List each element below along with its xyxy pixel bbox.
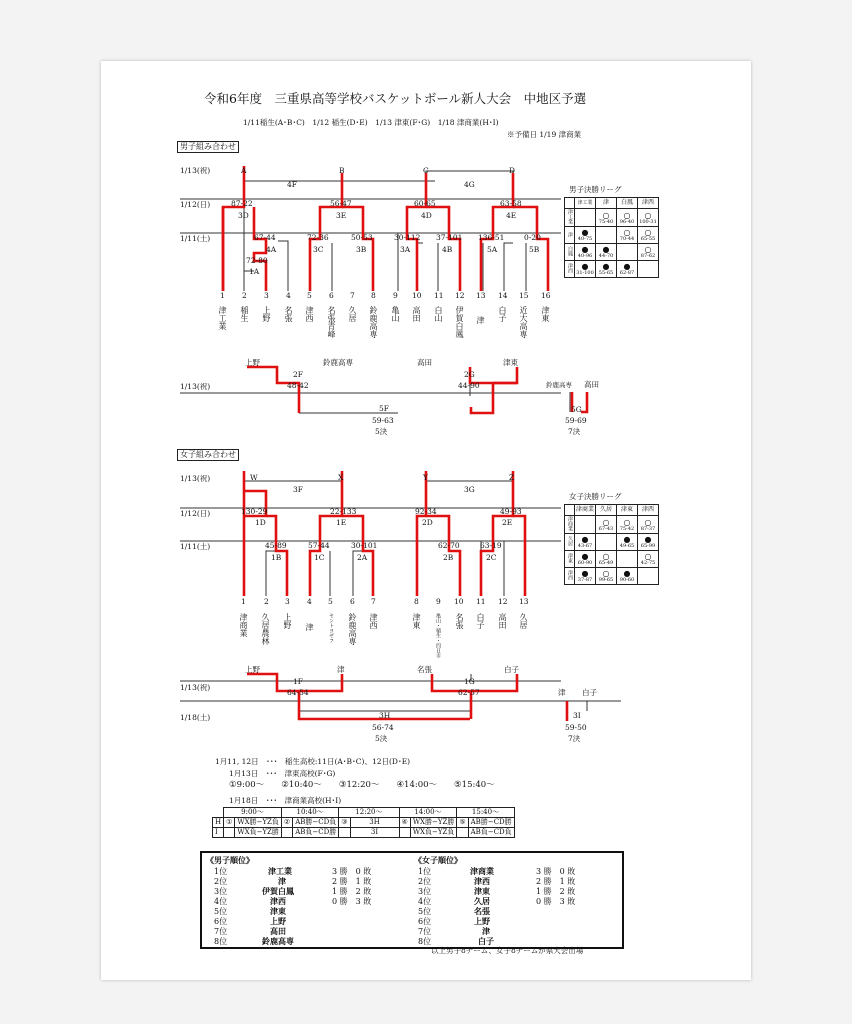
girls-date-1: 1/13(祝) (180, 474, 211, 483)
boys-game-2F: 2F (293, 370, 303, 379)
boys-league-title: 男子決勝リーグ (569, 185, 622, 194)
boys-7th-team-a: 鈴鹿高専 (546, 381, 572, 389)
boys-team-no: 6 (329, 291, 334, 300)
sched-match: AB負−CD負 (468, 828, 514, 838)
reserve-day-line: ※予備日 1/19 津商業 (507, 130, 582, 139)
girls-rank-team: 津西 (474, 876, 490, 886)
league-cell: ○ 96-40 (617, 209, 638, 227)
league-col-header: 津 (596, 198, 617, 209)
girls-rank-team: 津 (482, 926, 490, 936)
boys-date-3: 1/11(土) (180, 234, 211, 243)
girls-score-2D: 92-34 (415, 507, 437, 516)
league-col-header: 津工業 (575, 198, 596, 209)
girls-rank-place: 3位 (418, 887, 432, 896)
boys-team-name: 稲生 (240, 306, 249, 322)
boys-rank-team: 津西 (270, 896, 286, 906)
girls-score-2E: 49-93 (500, 507, 522, 516)
league-cell: ● 44-70 (596, 244, 617, 261)
sched-match: 3H (350, 818, 399, 828)
girls-block-Z: Z (509, 473, 515, 482)
girls-game-2E: 2E (502, 518, 513, 527)
boys-rank-record: 0 勝 3 敗 (332, 897, 372, 906)
boys-team-name: 久居 (348, 306, 357, 322)
sched-match: WX勝−YZ勝 (410, 818, 457, 828)
girls-score-2B: 62-70 (438, 541, 460, 550)
boys-team-no: 12 (455, 291, 465, 300)
sched-slot: ⑤ (457, 818, 468, 828)
league-corner (565, 198, 575, 209)
boys-score-5G: 59-69 (565, 416, 587, 425)
league-cell: ○ 87-62 (638, 244, 659, 261)
league-corner (565, 505, 575, 516)
sched-match: 3I (350, 828, 399, 838)
boys-game-4E: 4E (506, 211, 517, 220)
girls-date-4: 1/13(祝) (180, 683, 211, 692)
boys-team-name: 津工業 (218, 306, 227, 330)
girls-place-left1: 上野 (245, 665, 260, 674)
league-col-header: 白鳳 (617, 198, 638, 209)
girls-team-no: 13 (519, 597, 529, 606)
boys-score-4E: 63-58 (500, 199, 522, 208)
league-cell: ● 37-87 (575, 568, 596, 585)
girls-place-right2: 白子 (504, 665, 519, 674)
boys-game-3B: 3B (356, 245, 367, 254)
boys-team-no: 4 (286, 291, 291, 300)
boys-team-name: 伊賀白鳳 (455, 306, 464, 338)
league-col-header: 久居 (596, 505, 617, 516)
boys-score-5B: 0-20 (524, 233, 541, 242)
boys-team-name: 津西 (305, 306, 314, 322)
boys-team-no: 11 (434, 291, 444, 300)
girls-place-right1: 名張 (417, 665, 432, 674)
league-row-header: 久居 (565, 534, 575, 551)
boys-score-3B: 50-53 (351, 233, 373, 242)
girls-rank-record: 3 勝 0 敗 (536, 867, 576, 876)
girls-team-no: 3 (285, 597, 290, 606)
league-cell: ● 31-100 (576, 262, 594, 276)
boys-date-4: 1/13(祝) (180, 382, 211, 391)
league-row-header: 津西 (565, 568, 575, 585)
league-cell (575, 516, 596, 534)
boys-rank-record: 3 勝 0 敗 (332, 867, 372, 876)
boys-rank-place: 4位 (214, 897, 228, 906)
league-cell: ● 90-60 (617, 568, 638, 585)
sched-slot (399, 828, 410, 838)
boys-score-2G: 44-90 (458, 381, 480, 390)
league-cell (638, 261, 659, 278)
girls-team-name: 亀山・稲生・四日市 (435, 613, 441, 658)
boys-rank-place: 1位 (214, 867, 228, 876)
girls-score-1D: 130-29 (241, 507, 268, 516)
boys-place-right1: 高田 (417, 358, 432, 367)
girls-score-2C: 63-19 (480, 541, 502, 550)
boys-team-name: 白山 (434, 306, 443, 322)
girls-score-1G: 62-57 (458, 688, 480, 697)
girls-score-1B: 45-89 (265, 541, 287, 550)
league-cell (638, 568, 659, 585)
girls-game-1B: 1B (271, 553, 282, 562)
girls-game-2A: 2A (357, 553, 368, 562)
girls-game-2D: 2D (422, 518, 433, 527)
sched-slot: ④ (399, 818, 410, 828)
league-cell (575, 209, 596, 227)
girls-team-no: 9 (436, 597, 441, 606)
sched-time: 12:20～ (339, 808, 399, 818)
boys-game-4G: 4G (464, 180, 475, 189)
girls-score-2A: 30-101 (351, 541, 378, 550)
boys-rank-record: 2 勝 1 敗 (332, 877, 372, 886)
boys-team-name: 名張 (284, 306, 293, 322)
boys-team-no: 8 (371, 291, 376, 300)
boys-league-table (564, 197, 659, 278)
ranking-box (200, 851, 624, 949)
girls-team-no: 11 (476, 597, 486, 606)
girls-game-2B: 2B (443, 553, 454, 562)
boys-rank-team: 伊賀白鳳 (262, 886, 294, 896)
girls-rank-team: 津商業 (470, 866, 494, 876)
boys-game-4F: 4F (287, 180, 297, 189)
league-col-header: 津西 (638, 505, 659, 516)
league-col-header: 津東 (617, 505, 638, 516)
girls-team-name: 津 (305, 623, 314, 631)
sched-match: WX負−YZ負 (410, 828, 457, 838)
league-row-header: 白鳳 (565, 244, 575, 261)
girls-team-name: 白子 (476, 613, 485, 629)
girls-rank-place: 1位 (418, 867, 432, 876)
boys-team-no: 13 (476, 291, 486, 300)
boys-team-name: 津東 (541, 306, 550, 322)
girls-score-1C: 57-44 (308, 541, 330, 550)
sched-match: AB勝−CD負 (293, 818, 339, 828)
boys-block-B: B (339, 166, 345, 175)
girls-score-1E: 22-133 (330, 507, 357, 516)
league-cell (617, 244, 638, 261)
girls-game-1G: 1G (464, 677, 475, 686)
boys-rank-place: 5位 (214, 907, 228, 916)
girls-rank-team: 久居 (474, 896, 490, 906)
document-title: 令和6年度 三重県高等学校バスケットボール新人大会 中地区予選 (204, 91, 587, 106)
venue-line-4: 1月18日 ･･･ 津商業高校(H･I) (229, 796, 342, 805)
league-cell (617, 551, 638, 568)
sched-slot (224, 828, 235, 838)
boys-game-4D: 4D (421, 211, 432, 220)
boys-team-no: 10 (412, 291, 422, 300)
boys-score-1A: 72-80 (246, 256, 268, 265)
girls-team-name: 上野 (283, 613, 292, 629)
boys-team-name: 近大高専 (519, 306, 528, 338)
girls-league-table (564, 504, 659, 585)
girls-game-1E: 1E (336, 518, 347, 527)
league-row-header: 津西 (565, 261, 575, 278)
boys-block-A: A (241, 166, 247, 175)
league-cell: ● 40-75 (575, 227, 596, 244)
boys-game-5G: 5G (571, 405, 582, 414)
boys-team-no: 5 (307, 291, 312, 300)
girls-rank-place: 4位 (418, 897, 432, 906)
girls-block-Y: Y (423, 473, 428, 482)
league-cell: ○ 65-55 (638, 227, 659, 244)
sched-time: 10:40～ (281, 808, 338, 818)
sched-time: 15:40～ (457, 808, 514, 818)
league-cell: ● 40-96 (575, 244, 596, 261)
final-day-schedule (212, 807, 515, 838)
boys-game-2G: 2G (464, 370, 475, 379)
boys-score-4A: 67-44 (254, 233, 276, 242)
boys-place-right2: 津東 (503, 358, 518, 367)
league-row-header: 津工業 (565, 209, 575, 227)
sched-slot: ③ (339, 818, 350, 828)
girls-score-3I: 59-50 (565, 723, 587, 732)
boys-team-name: 鈴鹿高専 (369, 306, 378, 338)
boys-rank-place: 6位 (214, 917, 228, 926)
league-cell: ○ 65-49 (596, 551, 617, 568)
girls-rank-place: 5位 (418, 907, 432, 916)
boys-rank-team: 高田 (270, 926, 286, 936)
girls-game-3G: 3G (464, 485, 475, 494)
boys-date-2: 1/12(日) (180, 200, 211, 209)
boys-rank-place: 2位 (214, 877, 228, 886)
boys-section-label: 男子組み合わせ (177, 141, 239, 153)
girls-rank-place: 6位 (418, 917, 432, 926)
boys-team-name: 亀山 (391, 306, 400, 322)
boys-team-no: 3 (264, 291, 269, 300)
boys-score-3A: 30-112 (394, 233, 421, 242)
boys-team-name: 白子 (498, 306, 507, 322)
girls-ranking-title: 《女子順位》 (414, 855, 462, 865)
league-cell: ○ 75-40 (596, 209, 617, 227)
girls-game-2C: 2C (486, 553, 497, 562)
boys-fifth-label: 5決 (375, 427, 388, 436)
league-cell: ● 49-65 (617, 534, 638, 551)
boys-game-3A: 3A (400, 245, 411, 254)
sched-time: 14:00～ (399, 808, 457, 818)
boys-rank-team: 津 (278, 876, 286, 886)
sched-match: AB負−CD勝 (293, 828, 339, 838)
league-row-header: 津商業 (565, 516, 575, 534)
league-cell: ● 43-67 (575, 534, 596, 551)
boys-rank-place: 3位 (214, 887, 228, 896)
girls-date-3: 1/11(土) (180, 542, 211, 551)
girls-team-no: 10 (454, 597, 464, 606)
girls-team-no: 12 (498, 597, 508, 606)
girls-team-name: 津西 (369, 613, 378, 629)
league-col-header: 津商業 (575, 505, 596, 516)
girls-game-3I: 3I (573, 711, 581, 720)
league-cell: ○ 42-75 (638, 551, 659, 568)
girls-date-2: 1/12(日) (180, 509, 211, 518)
girls-block-W: W (250, 473, 258, 482)
girls-seventh-label: 7決 (568, 734, 581, 743)
league-cell (596, 534, 617, 551)
boys-game-5F: 5F (379, 404, 389, 413)
girls-score-3H: 56-74 (372, 723, 394, 732)
venue-line-2: 1月13日 ･･･ 津東高校(F･G) (229, 769, 336, 778)
boys-rank-team: 鈴鹿高専 (262, 936, 294, 946)
sched-slot: ② (281, 818, 292, 828)
boys-date-1: 1/13(祝) (180, 166, 211, 175)
boys-team-no: 15 (519, 291, 529, 300)
boys-team-name: 津 (476, 316, 485, 324)
girls-game-1C: 1C (314, 553, 325, 562)
venue-line-1: 1月11, 12日 ･･･ 稲生高校:11日(A･B･C)、12日(D･E) (215, 757, 411, 766)
boys-rank-team: 上野 (270, 916, 286, 926)
boys-rank-place: 8位 (214, 937, 228, 946)
boys-game-3D: 3D (238, 211, 249, 220)
boys-team-no: 2 (242, 291, 247, 300)
league-col-header: 津西 (638, 198, 659, 209)
boys-team-name: 高田 (412, 306, 421, 322)
girls-team-no: 6 (350, 597, 355, 606)
sched-slot (339, 828, 350, 838)
sched-corner (213, 808, 224, 818)
boys-score-4B: 37-101 (436, 233, 463, 242)
sched-slot (457, 828, 468, 838)
boys-place-left2: 鈴鹿高専 (323, 358, 353, 367)
boys-score-5A: 136-51 (478, 233, 505, 242)
boys-score-3C: 72-36 (307, 233, 329, 242)
league-cell: ○ 70-44 (617, 227, 638, 244)
boys-rank-place: 7位 (214, 927, 228, 936)
league-cell: ● 55-65 (596, 261, 617, 278)
girls-rank-place: 7位 (418, 927, 432, 936)
boys-place-left1: 上野 (245, 358, 260, 367)
girls-game-3F: 3F (293, 485, 303, 494)
league-cell: ○ 75-42 (617, 516, 638, 534)
girls-7th-team-a: 津 (558, 688, 566, 697)
sched-match: WX負−YZ勝 (235, 828, 282, 838)
boys-team-no: 16 (541, 291, 551, 300)
girls-block-X: X (338, 473, 344, 482)
girls-team-no: 7 (371, 597, 376, 606)
schedule-line: 1/11稲生(A･B･C) 1/12 稲生(D･E) 1/13 津東(F･G) 1/18 津商業(H･I) (243, 118, 499, 127)
boys-score-3E: 56-47 (330, 199, 352, 208)
boys-game-4A: 4A (266, 245, 277, 254)
league-cell (596, 227, 617, 244)
girls-team-no: 5 (328, 597, 333, 606)
league-cell: ○ 100-31 (639, 210, 657, 225)
boys-rank-record: 1 勝 2 敗 (332, 887, 372, 896)
girls-team-no: 1 (241, 597, 246, 606)
sched-match: WX勝−YZ負 (235, 818, 282, 828)
girls-rank-team: 名張 (474, 906, 490, 916)
girls-league-title: 女子決勝リーグ (569, 492, 622, 501)
boys-score-3D: 87-22 (231, 199, 253, 208)
girls-rank-team: 白子 (478, 936, 494, 946)
girls-rank-team: 津東 (474, 886, 490, 896)
girls-team-name: 久居農林 (261, 613, 270, 645)
boys-block-C: C (423, 166, 429, 175)
league-cell: ● 62-87 (617, 261, 638, 278)
league-row-header: 津 (565, 227, 575, 244)
girls-team-name: 津東 (412, 613, 421, 629)
boys-block-D: D (509, 166, 516, 175)
boys-team-name: 上野 (262, 306, 271, 322)
sched-slot (281, 828, 292, 838)
boys-game-4B: 4B (442, 245, 453, 254)
sched-slot: ① (224, 818, 235, 828)
girls-team-name: 鈴鹿高専 (348, 613, 357, 645)
girls-game-1D: 1D (255, 518, 266, 527)
boys-score-5F: 59-63 (372, 416, 394, 425)
girls-rank-record: 1 勝 2 敗 (536, 887, 576, 896)
girls-rank-place: 2位 (418, 877, 432, 886)
league-cell: ○ 87-37 (638, 516, 659, 534)
sched-court: H (213, 818, 224, 828)
boys-team-no: 9 (393, 291, 398, 300)
girls-team-name: 名張 (455, 613, 464, 629)
girls-team-name: 久居 (519, 613, 528, 629)
boys-game-3C: 3C (313, 245, 324, 254)
boys-rank-team: 津東 (270, 906, 286, 916)
boys-team-no: 7 (350, 291, 355, 300)
league-row-header: 津東 (565, 551, 575, 568)
boys-team-name: 名張青峰 (327, 306, 336, 338)
girls-team-name: 津商業 (239, 613, 248, 637)
boys-team-no: 1 (220, 291, 225, 300)
girls-team-no: 2 (264, 597, 269, 606)
girls-team-name: セントヨゼフ (328, 613, 334, 643)
girls-rank-record: 2 勝 1 敗 (536, 877, 576, 886)
girls-score-1F: 64-54 (287, 688, 309, 697)
boys-rank-team: 津工業 (268, 866, 292, 876)
girls-place-left2: 津 (337, 665, 345, 674)
boys-seventh-label: 7決 (568, 427, 581, 436)
document-page (101, 61, 751, 980)
boys-ranking-title: 《男子順位》 (206, 855, 254, 865)
boys-game-3E: 3E (336, 211, 347, 220)
league-cell: ○ 67-43 (596, 516, 617, 534)
boys-score-4D: 60-65 (414, 199, 436, 208)
boys-7th-team-b: 高田 (584, 380, 599, 389)
time-slots: ①9:00～ ②10:40～ ③12:20～ ④14:00～ ⑤15:40～ (229, 780, 495, 790)
girls-fifth-label: 5決 (375, 734, 388, 743)
girls-game-1F: 1F (293, 677, 303, 686)
girls-game-3H: 3H (379, 711, 391, 720)
girls-team-no: 8 (414, 597, 419, 606)
sched-match: AB勝−CD勝 (468, 818, 514, 828)
girls-section-label: 女子組み合わせ (177, 449, 239, 461)
girls-team-name: 高田 (498, 613, 507, 629)
league-cell: ○ 99-65 (596, 568, 617, 585)
girls-date-5: 1/18(土) (180, 713, 211, 722)
boys-score-2F: 48-42 (287, 381, 309, 390)
boys-team-no: 14 (498, 291, 508, 300)
boys-game-1A: 1A (249, 267, 260, 276)
girls-rank-team: 上野 (474, 916, 490, 926)
girls-team-no: 4 (307, 597, 312, 606)
boys-game-5B: 5B (529, 245, 540, 254)
ranking-footer: 以上男子8チーム、女子8チームが県大会出場 (431, 946, 584, 955)
girls-rank-place: 8位 (418, 937, 432, 946)
sched-court: I (213, 828, 224, 838)
sched-time: 9:00～ (224, 808, 282, 818)
girls-rank-record: 0 勝 3 敗 (536, 897, 576, 906)
league-cell: ● 65-99 (638, 534, 659, 551)
girls-7th-team-b: 白子 (582, 688, 597, 697)
league-cell: ● 60-90 (575, 551, 596, 568)
boys-game-5A: 5A (487, 245, 498, 254)
